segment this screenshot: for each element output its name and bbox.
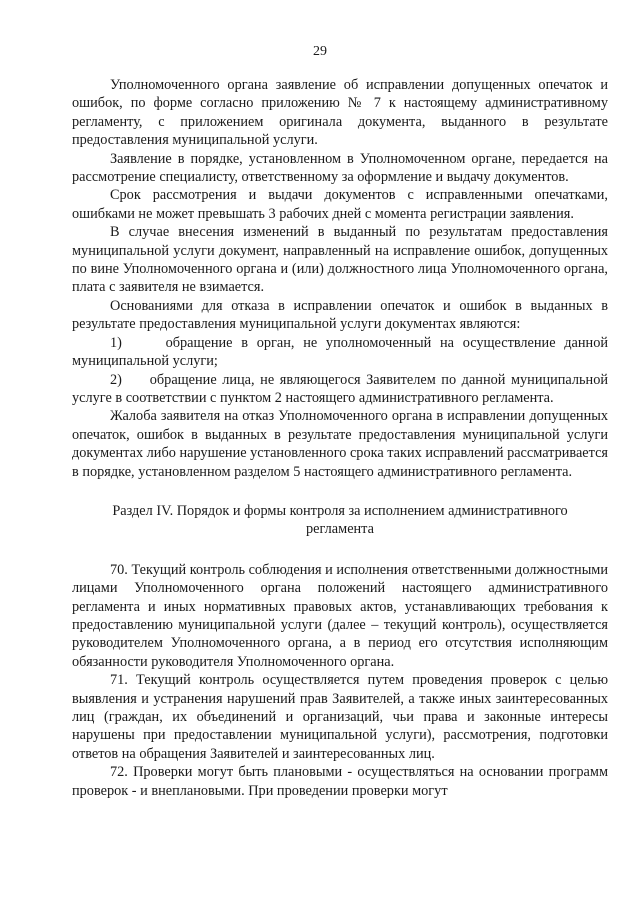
paragraph-complaint: Жалоба заявителя на отказ Уполномоченного органа в исправлении допущенных опечаток, ошибок в выданных в результате предоставления муниципальной услуги документах либо нарушение установленного срока таких исправлений рассматривается в порядке, установленном разделом 5 настоящего административного регламента.: [72, 408, 608, 480]
paragraph-application-continuation: Уполномоченного органа заявление об исправлении допущенных опечаток и ошибок, по форме согласно приложению № 7 к настоящему административному регламенту, с приложением оригинала документа, выданного в результате предоставления муниципальной услуги.: [72, 77, 608, 149]
paragraph-no-fee: В случае внесения изменений в выданный по результатам предоставления муниципальной услуги документ, направленный на исправление ошибок, допущенных по вине Уполномоченного органа и (или) должностного лица Уполномоченного органа, плата с заявителя не взимается.: [72, 224, 608, 296]
page-number: 29: [313, 44, 327, 59]
paragraph-72: 72. Проверки могут быть плановыми - осуществляться на основании программ проверок - и внеплановыми. При проведении проверки могут: [72, 764, 608, 799]
list-item-refusal-1: 1) обращение в орган, не уполномоченный на осуществление данной муниципальной услуги;: [72, 334, 608, 370]
document-body: [72, 76, 608, 800]
paragraph-71: 71. Текущий контроль осуществляется путем проведения проверок с целью выявления и устранения нарушений прав Заявителей, а также иных заинтересованных лиц (граждан, их объединений и организаций, чьи права и законные интересы нарушены при предоставлении муниципальной услуги), рассмотрения, подготовки ответов на обращения Заявителей и заинтересованных лиц.: [72, 672, 608, 762]
list-item-refusal-2: 2) обращение лица, не являющегося Заявителем по данной муниципальной услуге в соответствии с пунктом 2 настоящего административного регламента.: [72, 371, 608, 406]
paragraph-application-transfer: Заявление в порядке, установленном в Уполномоченном органе, передается на рассмотрение специалисту, ответственному за оформление и выдачу документов.: [72, 150, 608, 186]
paragraph-refusal-grounds: Основаниями для отказа в исправлении опечаток и ошибок в выданных в результате предоставления муниципальной услуги документах являются:: [72, 297, 608, 333]
paragraph-review-term: Срок рассмотрения и выдачи документов с исправленными опечатками, ошибками не может превышать 3 рабочих дней с момента регистрации заявления.: [72, 187, 608, 222]
section-heading: Раздел IV. Порядок и формы контроля за исполнением административного регламента: [112, 502, 568, 538]
paragraph-70: 70. Текущий контроль соблюдения и исполнения ответственными должностными лицами Уполномоченного органа положений настоящего административного регламента и иных нормативных правовых актов, устанавливающих требования к предоставлению муниципальной услуги (далее – текущий контроль), осуществляется руководителем Уполномоченного органа, а в период его отсутствия исполняющим обязанности руководителя Уполномоченного органа.: [72, 561, 608, 670]
